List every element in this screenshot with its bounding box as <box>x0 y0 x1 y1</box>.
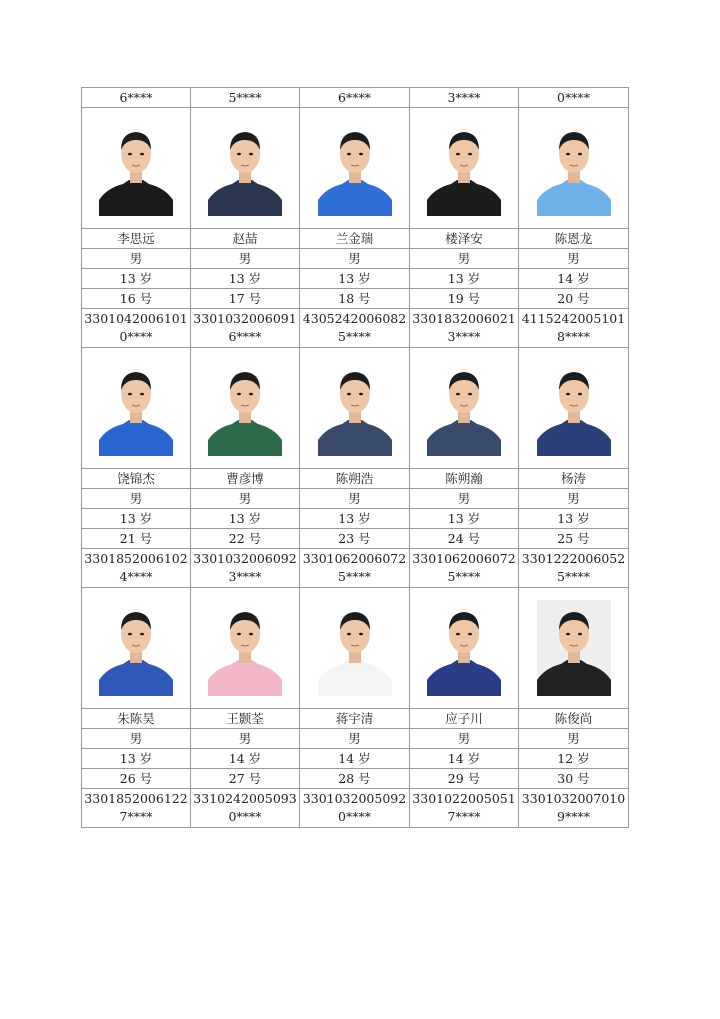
player-portrait <box>99 360 173 456</box>
player-name: 曹彦博 <box>191 469 300 489</box>
gender-row <box>82 729 629 749</box>
player-number: 30 号 <box>519 769 629 789</box>
player-age: 14 岁 <box>300 749 410 769</box>
player-id-number <box>191 549 300 588</box>
id-number-line1: 3301022005051 <box>412 791 516 806</box>
id-number-line2: 3**** <box>447 329 481 344</box>
id-number-line2: 8**** <box>557 329 590 344</box>
player-name: 陈俊尚 <box>519 709 629 729</box>
player-number: 16 号 <box>82 289 191 309</box>
player-portrait <box>208 360 282 456</box>
player-roster-table <box>81 87 629 828</box>
player-age: 13 岁 <box>82 509 191 529</box>
id-number-line1: 3301062006072 <box>302 551 407 566</box>
id-number-line1: 3301222006052 <box>521 551 626 566</box>
player-portrait <box>208 120 282 216</box>
player-number: 23 号 <box>300 529 410 549</box>
name-row <box>82 709 629 729</box>
id-number-line1: 4115242005101 <box>521 311 626 326</box>
player-gender: 男 <box>191 249 300 269</box>
player-portrait <box>537 360 611 456</box>
player-id-number <box>300 549 410 588</box>
id-number-line2: 3**** <box>228 569 262 584</box>
player-portrait <box>427 120 501 216</box>
player-portrait <box>427 600 501 696</box>
player-number: 19 号 <box>410 289 519 309</box>
player-gender: 男 <box>300 729 410 749</box>
id-number-line1: 3301032007010 <box>521 791 626 806</box>
age-row <box>82 269 629 289</box>
player-id-number <box>519 549 629 588</box>
player-name: 李思远 <box>82 229 191 249</box>
id-number-line2: 7**** <box>119 809 153 824</box>
player-id-number <box>191 789 300 828</box>
id-suffix-cell: 6**** <box>300 88 410 108</box>
player-photo-cell <box>300 348 410 469</box>
id-number-line2: 7**** <box>447 809 481 824</box>
player-id-number <box>82 309 191 348</box>
id-number-line1: 3301832006021 <box>412 311 516 326</box>
player-number: 26 号 <box>82 769 191 789</box>
player-name: 陈朔瀚 <box>410 469 519 489</box>
player-gender: 男 <box>410 249 519 269</box>
player-age: 13 岁 <box>300 509 410 529</box>
player-portrait <box>427 360 501 456</box>
id-number-line1: 3301042006101 <box>84 311 188 326</box>
player-id-number <box>410 549 519 588</box>
player-number: 18 号 <box>300 289 410 309</box>
player-portrait <box>537 120 611 216</box>
player-name: 王颢荃 <box>191 709 300 729</box>
player-photo-cell <box>519 348 629 469</box>
player-number: 28 号 <box>300 769 410 789</box>
id-number-line2: 0**** <box>338 809 371 824</box>
player-portrait <box>99 600 173 696</box>
player-age: 13 岁 <box>300 269 410 289</box>
player-photo-cell <box>519 588 629 709</box>
player-id-number <box>300 309 410 348</box>
id-suffix-cell: 3**** <box>410 88 519 108</box>
player-gender: 男 <box>191 729 300 749</box>
id-number-line2: 0**** <box>228 809 262 824</box>
id-number-row <box>82 789 629 828</box>
player-photo-cell <box>191 588 300 709</box>
id-number-line2: 6**** <box>228 329 262 344</box>
player-name: 兰金瑞 <box>300 229 410 249</box>
player-age: 13 岁 <box>191 269 300 289</box>
player-number: 25 号 <box>519 529 629 549</box>
photo-row <box>82 108 629 229</box>
player-portrait <box>318 360 392 456</box>
player-gender: 男 <box>519 729 629 749</box>
player-age: 13 岁 <box>191 509 300 529</box>
id-number-line1: 3310242005093 <box>193 791 297 806</box>
player-gender: 男 <box>410 729 519 749</box>
id-number-line1: 3301032006092 <box>193 551 297 566</box>
photo-row <box>82 588 629 709</box>
player-gender: 男 <box>82 249 191 269</box>
player-name: 应子川 <box>410 709 519 729</box>
player-id-number <box>519 789 629 828</box>
player-photo-cell <box>191 348 300 469</box>
player-age: 12 岁 <box>519 749 629 769</box>
player-age: 13 岁 <box>82 749 191 769</box>
gender-row <box>82 489 629 509</box>
player-name: 陈朔浩 <box>300 469 410 489</box>
player-id-number <box>410 789 519 828</box>
player-id-number <box>519 309 629 348</box>
player-number: 21 号 <box>82 529 191 549</box>
id-number-line1: 3301852006102 <box>84 551 188 566</box>
player-photo-cell <box>410 348 519 469</box>
player-gender: 男 <box>519 489 629 509</box>
player-age: 14 岁 <box>191 749 300 769</box>
player-portrait <box>208 600 282 696</box>
id-number-line2: 5**** <box>447 569 481 584</box>
player-name: 赵喆 <box>191 229 300 249</box>
id-number-line1: 3301032005092 <box>302 791 407 806</box>
player-name: 楼泽安 <box>410 229 519 249</box>
id-number-row <box>82 549 629 588</box>
id-suffix-cell: 0**** <box>519 88 629 108</box>
player-age: 13 岁 <box>82 269 191 289</box>
player-id-number <box>191 309 300 348</box>
id-number-line2: 4**** <box>119 569 153 584</box>
number-row <box>82 769 629 789</box>
id-number-line1: 4305242006082 <box>302 311 407 326</box>
player-gender: 男 <box>82 729 191 749</box>
player-portrait <box>537 600 611 696</box>
player-portrait <box>99 120 173 216</box>
player-number: 24 号 <box>410 529 519 549</box>
player-age: 13 岁 <box>410 269 519 289</box>
player-age: 14 岁 <box>410 749 519 769</box>
photo-row <box>82 348 629 469</box>
player-id-number <box>410 309 519 348</box>
player-gender: 男 <box>300 489 410 509</box>
player-number: 17 号 <box>191 289 300 309</box>
age-row <box>82 509 629 529</box>
id-number-line1: 3301032006091 <box>193 311 297 326</box>
player-name: 杨涛 <box>519 469 629 489</box>
previous-id-suffix-row <box>82 88 629 108</box>
player-gender: 男 <box>410 489 519 509</box>
player-gender: 男 <box>82 489 191 509</box>
player-number: 29 号 <box>410 769 519 789</box>
player-photo-cell <box>191 108 300 229</box>
id-number-line2: 9**** <box>557 809 590 824</box>
player-photo-cell <box>82 348 191 469</box>
player-name: 朱陈昊 <box>82 709 191 729</box>
player-gender: 男 <box>191 489 300 509</box>
player-gender: 男 <box>300 249 410 269</box>
player-id-number <box>82 789 191 828</box>
player-name: 饶锦杰 <box>82 469 191 489</box>
player-photo-cell <box>82 108 191 229</box>
player-name: 蒋宇清 <box>300 709 410 729</box>
id-suffix-cell: 5**** <box>191 88 300 108</box>
player-number: 22 号 <box>191 529 300 549</box>
player-name: 陈恩龙 <box>519 229 629 249</box>
player-gender: 男 <box>519 249 629 269</box>
player-portrait <box>318 600 392 696</box>
player-portrait <box>318 120 392 216</box>
player-age: 13 岁 <box>410 509 519 529</box>
id-suffix-cell: 6**** <box>82 88 191 108</box>
id-number-line2: 5**** <box>338 329 371 344</box>
player-photo-cell <box>300 588 410 709</box>
player-age: 13 岁 <box>519 509 629 529</box>
number-row <box>82 289 629 309</box>
player-number: 27 号 <box>191 769 300 789</box>
name-row <box>82 469 629 489</box>
id-number-line1: 3301852006122 <box>84 791 188 806</box>
id-number-line2: 5**** <box>338 569 371 584</box>
player-photo-cell <box>300 108 410 229</box>
player-photo-cell <box>410 588 519 709</box>
id-number-row <box>82 309 629 348</box>
age-row <box>82 749 629 769</box>
player-photo-cell <box>82 588 191 709</box>
player-photo-cell <box>519 108 629 229</box>
player-id-number <box>82 549 191 588</box>
id-number-line1: 3301062006072 <box>412 551 516 566</box>
name-row <box>82 229 629 249</box>
gender-row <box>82 249 629 269</box>
number-row <box>82 529 629 549</box>
id-number-line2: 5**** <box>557 569 590 584</box>
id-number-line2: 0**** <box>119 329 153 344</box>
player-photo-cell <box>410 108 519 229</box>
player-age: 14 岁 <box>519 269 629 289</box>
player-id-number <box>300 789 410 828</box>
player-number: 20 号 <box>519 289 629 309</box>
